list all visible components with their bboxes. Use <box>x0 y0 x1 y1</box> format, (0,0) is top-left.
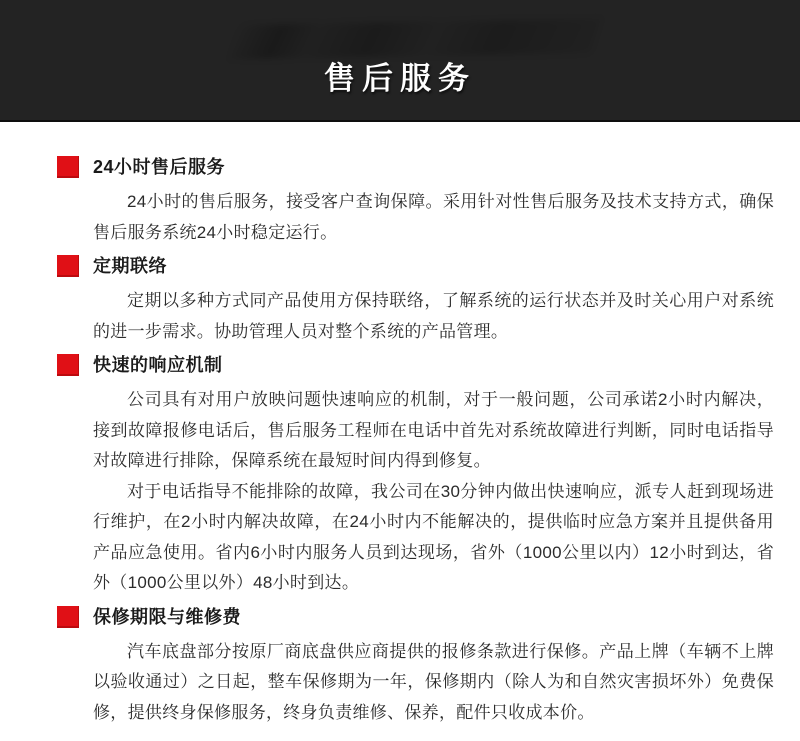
red-square-bullet-icon <box>57 354 79 376</box>
section-paragraph: 汽车底盘部分按原厂商底盘供应商提供的报修条款进行保修。产品上牌（车辆不上牌以验收通过）之日起，整车保修期为一年，保修期内（除人为和自然灾害损坏外）免费保修，提供终身保修服务，终身负责维修、保养，配件只收成本价。 <box>93 641 774 722</box>
section-body <box>57 286 773 347</box>
page-title: 售后服务 <box>324 61 476 96</box>
section-body <box>57 637 773 729</box>
section-paragraph: 公司具有对用户放映问题快速响应的机制，对于一般问题，公司承诺2小时内解决，接到故障报修电话后，售后服务工程师在电话中首先对系统故障进行判断，同时电话指导对故障进行排除，保障系统在最短时间内得到修复。 <box>93 390 774 470</box>
section-header <box>57 255 773 277</box>
red-square-bullet-icon <box>57 156 79 178</box>
page-header <box>0 0 800 122</box>
section-rapid-response <box>57 354 773 599</box>
section-header <box>57 354 773 376</box>
section-heading: 24小时售后服务 <box>93 157 226 177</box>
content <box>0 122 800 728</box>
section-paragraph: 24小时的售后服务，接受客户查询保障。采用针对性售后服务及技术支持方式，确保售后服务系统24小时稳定运行。 <box>93 192 774 242</box>
section-heading: 定期联络 <box>93 256 167 276</box>
section-paragraph: 定期以多种方式同产品使用方保持联络，了解系统的运行状态并及时关心用户对系统的进一步需求。协助管理人员对整个系统的产品管理。 <box>93 291 774 341</box>
red-square-bullet-icon <box>57 606 79 628</box>
section-regular-contact <box>57 255 773 347</box>
section-header <box>57 156 773 178</box>
section-warranty <box>57 606 773 729</box>
section-heading: 保修期限与维修费 <box>93 606 241 627</box>
section-heading: 快速的响应机制 <box>93 355 223 375</box>
section-paragraph: 对于电话指导不能排除的故障，我公司在30分钟内做出快速响应，派专人赶到现场进行维护，在2小时内解决故障，在24小时内不能解决的，提供临时应急方案并且提供备用产品应急使用。省内6小时内服务人员到达现场，省外（1000公里以内）12小时到达，省外（1000公里以外）48小时到达。 <box>93 481 774 592</box>
section-body <box>57 385 773 599</box>
section-body <box>57 187 773 248</box>
section-header <box>57 606 773 628</box>
section-24h-service <box>57 156 773 248</box>
red-square-bullet-icon <box>57 255 79 277</box>
